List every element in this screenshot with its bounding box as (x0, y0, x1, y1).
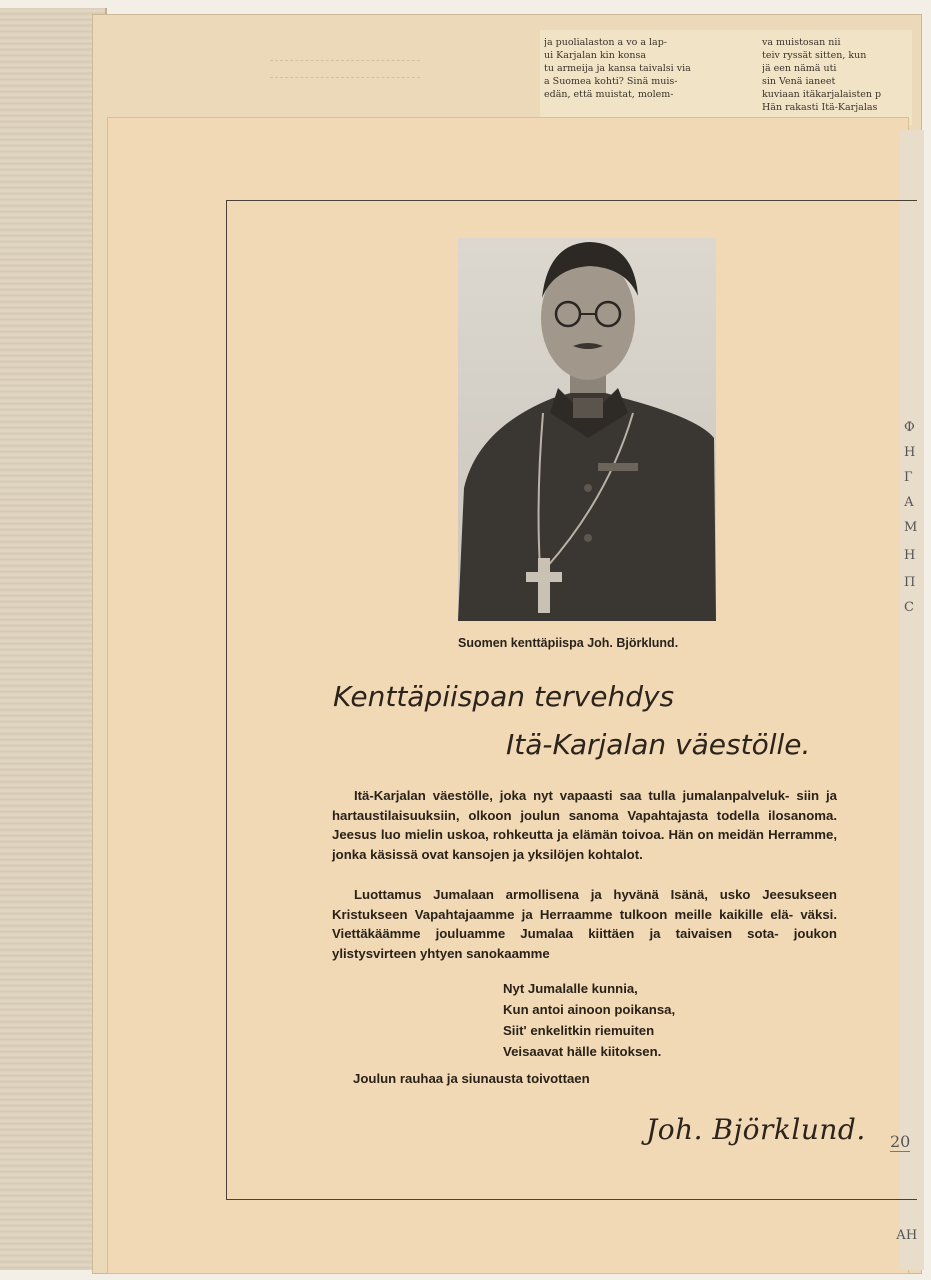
signature: Joh. Björklund. (646, 1113, 866, 1146)
clipping-line: a Suomea kohti? Sinä muis- (544, 76, 678, 87)
edge-letter: Н (904, 548, 916, 563)
edge-letter: Н (904, 445, 916, 460)
heading-line-2: Itä-Karjalan väestölle. (506, 728, 811, 761)
clipping-line: ja puolialaston a vo a lap- (544, 37, 668, 48)
portrait-caption: Suomen kenttäpiispa Joh. Björklund. (458, 636, 679, 650)
heading-line-1: Kenttäpiispan tervehdys (333, 680, 675, 713)
edge-number: 20 (890, 1132, 911, 1151)
edge-letter: М (904, 520, 918, 535)
bishop-portrait-photo (458, 238, 716, 621)
edge-number-2: АН (896, 1228, 918, 1243)
binder-spine (0, 8, 107, 1270)
clipping-line: edän, että muistat, molem- (544, 89, 674, 100)
clipping-line: kuviaan itäkarjalaisten p (762, 89, 882, 100)
clipping-line: sin Venä ianeet (762, 76, 836, 87)
hymn-line: Nyt Jumalalle kunnia, (503, 981, 638, 996)
hymn-verse (503, 978, 675, 1062)
edge-letter: А (904, 495, 914, 510)
hymn-line: Kun antoi ainoon poikansa, (503, 1002, 676, 1017)
faded-stamp (270, 60, 420, 78)
clipping-column-a (544, 36, 719, 101)
clipping-line: tu armeija ja kansa taivalsi via (544, 63, 691, 74)
closing-greeting: Joulun rauhaa ja siunausta toivottaen (353, 1071, 590, 1086)
clipping-line: ui Karjalan kin konsa (544, 50, 646, 61)
hymn-line: Siit' enkelitkin riemuiten (503, 1023, 655, 1038)
paragraph-2: Luottamus Jumalaan armollisena ja hyvänä Isänä, usko Jeesukseen Kristukseen Vapahtajaamme ja Herraamme tulkoon meille kaikille elä- väksi. Viettäkäämme jouluamme Jumalaa kiittäen ja taivaisen sota- joukon ylistysvirteen yhtyen sanokaamme (332, 887, 837, 961)
edge-letter: С (904, 600, 914, 615)
clipping-line: teiv ryssät sitten, kun (762, 50, 867, 61)
paragraph-1: Itä-Karjalan väestölle, joka nyt vapaasti saa tulla jumalanpalveluk- siin ja hartaustilaisuuksiin, olkoon joulun sanoma Vapahtajasta todella ilosanoma. Jeesus luo mielin uskoa, rohkeutta ja elämän toivoa. Hän on meidän Herramme, jonka käsissä ovat kansojen ja yksilöjen kohtalot. (332, 788, 837, 862)
edge-letter: П (904, 575, 916, 590)
edge-letter: Ф (904, 420, 915, 435)
portrait-illustration (458, 238, 716, 621)
clipping-column-b (762, 36, 912, 114)
clipping-line: Hän rakasti Itä-Karjalas (762, 102, 878, 113)
hymn-line: Veisaavat hälle kiitoksen. (503, 1044, 662, 1059)
newspaper-clipping (540, 30, 912, 125)
clipping-line: jä een nämä uti (762, 63, 837, 74)
edge-letter: Г (904, 470, 913, 485)
clipping-line: va muistosan nii (762, 37, 841, 48)
